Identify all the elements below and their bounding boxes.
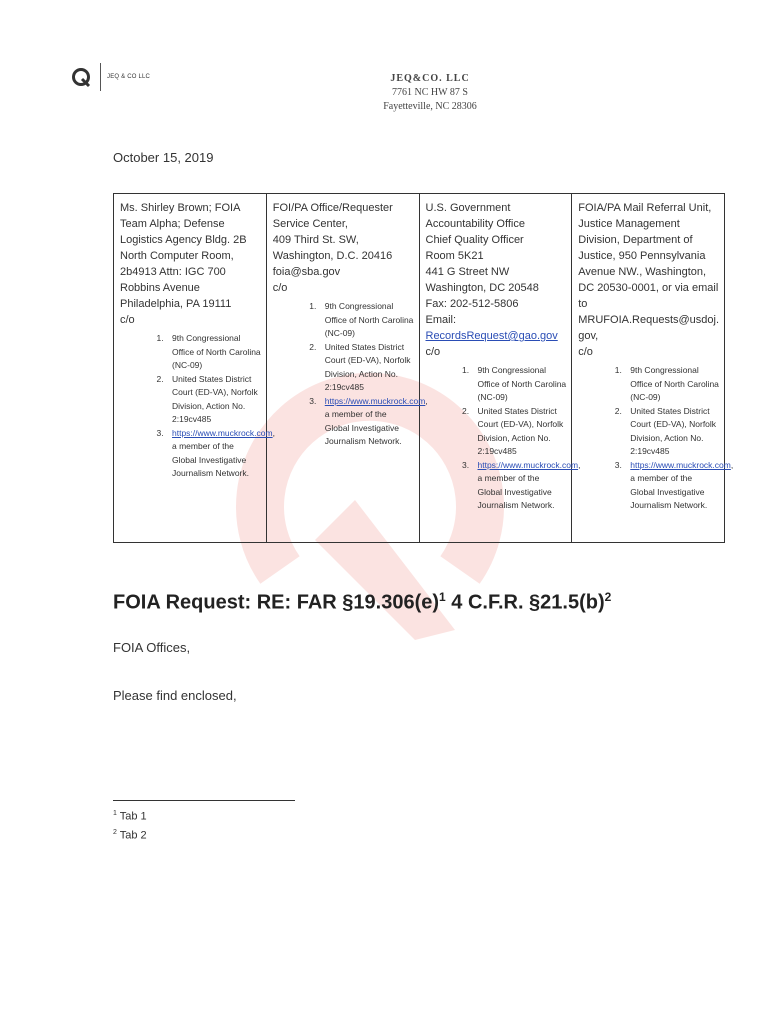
company-header: [330, 72, 530, 114]
recipient-cell: [572, 194, 734, 543]
reference-list: [273, 300, 428, 449]
company-name: JEQ&CO. LLC: [390, 73, 470, 84]
care-of-label: c/o: [425, 346, 441, 358]
letter-date: October 15, 2019: [113, 150, 214, 165]
logo-mark-icon: [70, 66, 92, 88]
reference-item: 2. United States District Court (ED-VA), Norfolk Division, Action No. 2:19cv485: [319, 341, 414, 395]
logo-text: JEQ & CO LLC: [107, 74, 151, 80]
reference-list: [426, 364, 581, 513]
reference-item: 2. United States District Court (ED-VA), Norfolk Division, Action No. 2:19cv485: [166, 373, 261, 427]
muckrock-link[interactable]: https://www.muckrock.com: [477, 459, 579, 470]
recipient-email-line: Email: RecordsRequest@gao.gov: [425, 314, 558, 342]
reference-item: 3. https://www.muckrock.com, a member of the Global Investigative Journalism Network.: [472, 459, 567, 513]
footnotes: [113, 806, 147, 843]
reference-item: 1. 9th Congressional Office of North Carolina (NC-09): [624, 364, 719, 405]
reference-item: 1. 9th Congressional Office of North Carolina (NC-09): [166, 332, 261, 373]
footnote-ref-2[interactable]: 2: [604, 590, 612, 604]
footnote-divider: [113, 800, 295, 801]
reference-item: 1. 9th Congressional Office of North Carolina (NC-09): [472, 364, 567, 405]
company-logo: [70, 63, 150, 91]
recipient-address: FOI/PA Office/Requester Service Center, 409 Third St. SW, Washington, D.C. 20416 foia@sba.gov c/o: [272, 202, 393, 294]
recipient-address: FOIA/PA Mail Referral Unit, Justice Management Division, Department of Justice, 950 Pennsylvania Avenue NW., Washington, DC 20530-0001, or via email to MRUFOIA.Requests@usdoj.gov, c/o: [578, 202, 720, 358]
reference-item: 2. United States District Court (ED-VA), Norfolk Division, Action No. 2:19cv485: [624, 405, 719, 459]
reference-list: [578, 364, 734, 513]
logo-separator: [100, 63, 101, 91]
reference-item: 3. https://www.muckrock.com, a member of the Global Investigative Journalism Network.: [624, 459, 719, 513]
footnote-ref-1[interactable]: 1: [439, 590, 446, 604]
reference-list: [120, 332, 275, 481]
reference-item: 3. https://www.muckrock.com, a member of the Global Investigative Journalism Network.: [166, 427, 261, 481]
muckrock-link[interactable]: https://www.muckrock.com: [630, 459, 731, 470]
company-address-line2: Fayetteville, NC 28306: [383, 101, 477, 112]
gao-email-link[interactable]: RecordsRequest@gao.gov: [425, 330, 558, 342]
body-text: Please find enclosed,: [113, 688, 237, 703]
reference-item: 2. United States District Court (ED-VA), Norfolk Division, Action No. 2:19cv485: [472, 405, 567, 459]
reference-item: 1. 9th Congressional Office of North Carolina (NC-09): [319, 300, 414, 341]
footnote-item: $^1$ Tab 1: [113, 810, 147, 823]
footnote-item: $^2$ Tab 2: [113, 828, 147, 842]
reference-item: 3. https://www.muckrock.com, a member of the Global Investigative Journalism Network.: [319, 395, 414, 449]
recipient-cell: [266, 194, 428, 543]
recipient-address: Ms. Shirley Brown; FOIA Team Alpha; Defense Logistics Agency Bldg. 2B North Computer Room, 2b4913 Attn: IGC 700 Robbins Avenue Philadelphia, PA 19111 c/o: [120, 202, 247, 326]
recipient-cell: [114, 194, 275, 543]
company-address-line1: 7761 NC HW 87 S: [392, 87, 468, 98]
recipient-address: U.S. Government Accountability Office Chief Quality Officer Room 5K21 441 G Street NW Washington, DC 20548 Fax: 202-512-5806: [425, 202, 539, 310]
salutation: FOIA Offices,: [113, 640, 191, 655]
muckrock-link[interactable]: https://www.muckrock.com: [324, 395, 426, 406]
request-heading: FOIA Request: RE: FAR $\S 19.306(e)^1$ 4 C.F.R. $\S 21.5(b)^2$: [113, 590, 612, 614]
recipient-cell: [419, 194, 581, 543]
recipients-table: [113, 193, 734, 543]
muckrock-link[interactable]: https://www.muckrock.com: [172, 427, 273, 438]
